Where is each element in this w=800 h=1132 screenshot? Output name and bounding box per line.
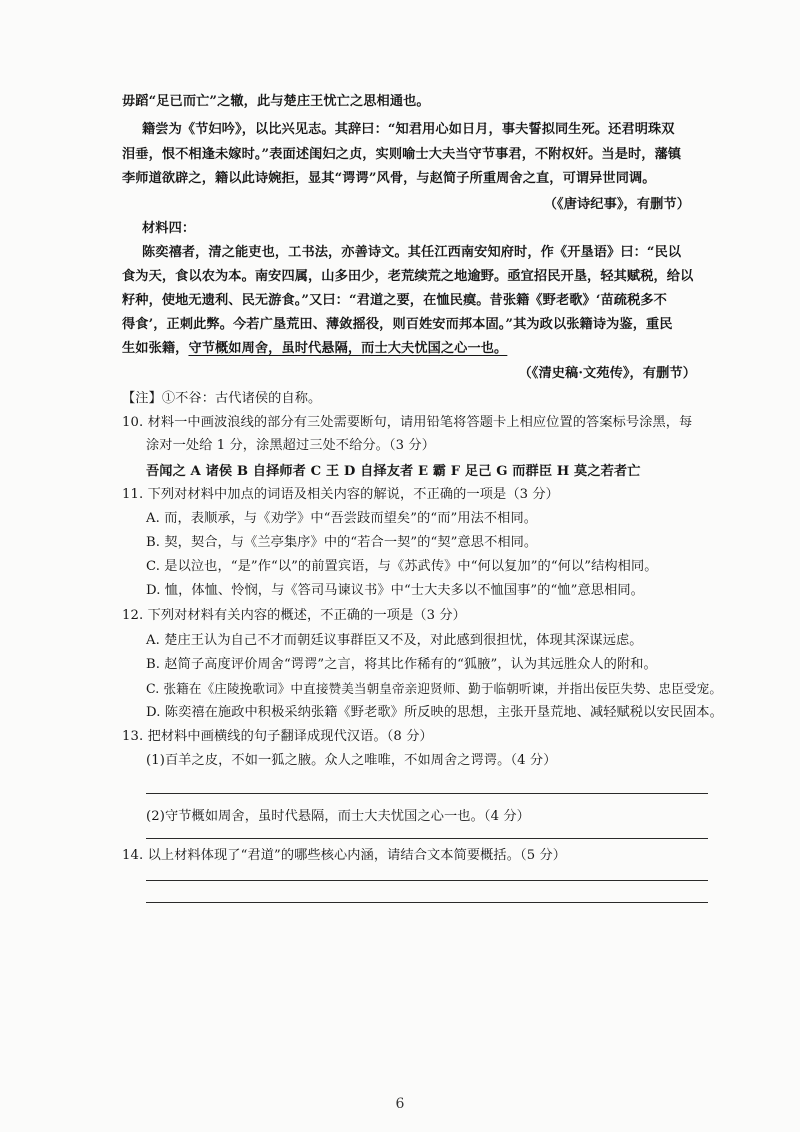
answer-line (146, 838, 708, 839)
answer-line (146, 793, 708, 794)
q12-option-a: A. 楚庄王认为自己不才而朝廷议事群臣又不及，对此感到很担忧，体现其深谋远虑。 (146, 633, 643, 648)
material4-line3: 籽种，使地无遗利、民无游食。”又曰：“君道之要，在恤民瘼。昔张籍《野老歌》‘苗疏税多不 (122, 293, 667, 308)
material3-line3: 泪垂，恨不相逢未嫁时。”表面述闺妇之贞，实则喻士大夫当守节事君，不附权奸。当是时，藩镇 (122, 147, 682, 162)
material4-underlined-sentence: 守节概如周舍，虽时代悬隔，而士大夫忧国之心一也。 (188, 341, 508, 356)
q10-options: 吾闻之 A 诸侯 B 自择师者 C 王 D 自择友者 E 霸 F 足己 G 而群臣 H 莫之若者亡 (146, 464, 641, 479)
material4-line4: 得食’，正刺此弊。今若广垦荒田、薄敛摇役，则百姓安而邦本固。”其为政以张籍诗为鉴，重民 (122, 317, 673, 332)
material4-line1: 陈奕禧者，清之能吏也，工书法，亦善诗文。其任江西南安知府时，作《开垦语》曰：“民以 (142, 245, 682, 260)
material4-source: （《清史稿·文苑传》，有删节） (518, 366, 696, 381)
q11-option-b: B. 契，契合，与《兰亭集序》中的“若合一契”的“契”意思不相同。 (146, 535, 538, 550)
q11-stem: 11. 下列对材料中加点的词语及相关内容的解说，不正确的一项是（3 分） (122, 487, 559, 502)
q13-stem: 13. 把材料中画横线的句子翻译成现代汉语。（8 分） (122, 729, 433, 744)
q10-stem-line2: 涂对一处给 1 分，涂黑超过三处不给分。（3 分） (146, 438, 436, 453)
q13-sentence-1: (1)百羊之皮，不如一狐之腋。众人之唯唯，不如周舍之谔谔。（4 分） (146, 753, 557, 768)
q11-option-a: A. 而，表顺承，与《劝学》中“吾尝跂而望矣”的“而”用法不相同。 (146, 511, 538, 526)
q13-sentence-2: (2)守节概如周舍，虽时代悬隔，而士大夫忧国之心一也。（4 分） (146, 809, 530, 824)
material3-line1: 毋蹈“足已而亡”之辙，此与楚庄王忧亡之思相通也。 (122, 94, 430, 109)
material4-line5 (122, 340, 507, 358)
material4-line2: 食为天，食以农为本。南安四属，山多田少，老荒续荒之地逾野。亟宜招民开垦，轻其赋税，给以 (122, 269, 694, 284)
q11-option-c: C. 是以泣也，“是”作“以”的前置宾语，与《苏武传》中“何以复加”的“何以”结构相同。 (146, 559, 658, 574)
q11-option-d: D. 恤，体恤、怜悯，与《答司马谏议书》中“士大夫多以不恤国事”的“恤”意思相同。 (146, 583, 644, 598)
material3-source: （《唐诗纪事》，有删节） (543, 197, 690, 212)
note: 【注】①不谷：古代诸侯的自称。 (122, 391, 322, 406)
material3-line2: 籍尝为《节妇吟》，以比兴见志。其辞曰：“知君用心如日月，事夫誓拟同生死。还君明珠双 (142, 122, 675, 137)
q12-option-c: C. 张籍在《庄陵挽歌词》中直接赞美当朝皇帝亲迎贤师、勤于临朝听谏，并指出佞臣失势、忠臣受宠。 (146, 681, 723, 696)
q12-option-b: B. 赵简子高度评价周舍“谔谔”之言，将其比作稀有的“狐腋”，认为其远胜众人的附和。 (146, 657, 657, 672)
q10-stem-line1: 10. 材料一中画波浪线的部分有三处需要断句，请用铅笔将答题卡上相应位置的答案标号涂黑，每 (122, 415, 693, 430)
q14-stem: 14. 以上材料体现了“君道”的哪些核心内涵，请结合文本简要概括。（5 分） (122, 848, 567, 863)
q12-stem: 12. 下列对材料有关内容的概述，不正确的一项是（3 分） (122, 608, 466, 623)
material3-line4: 李师道欲辟之，籍以此诗婉拒，显其“谔谔”风骨，与赵简子所重周舍之直，可谓异世同调。 (122, 171, 656, 186)
material4-heading: 材料四： (142, 221, 196, 236)
page-number: 6 (395, 1096, 405, 1112)
q12-option-d: D. 陈奕禧在施政中积极采纳张籍《野老歌》所反映的思想，主张开垦荒地、减轻赋税以安民固本。 (146, 705, 723, 720)
material4-line5-pre: 生如张籍， (122, 341, 189, 356)
answer-line (146, 880, 708, 881)
answer-line (146, 902, 708, 903)
